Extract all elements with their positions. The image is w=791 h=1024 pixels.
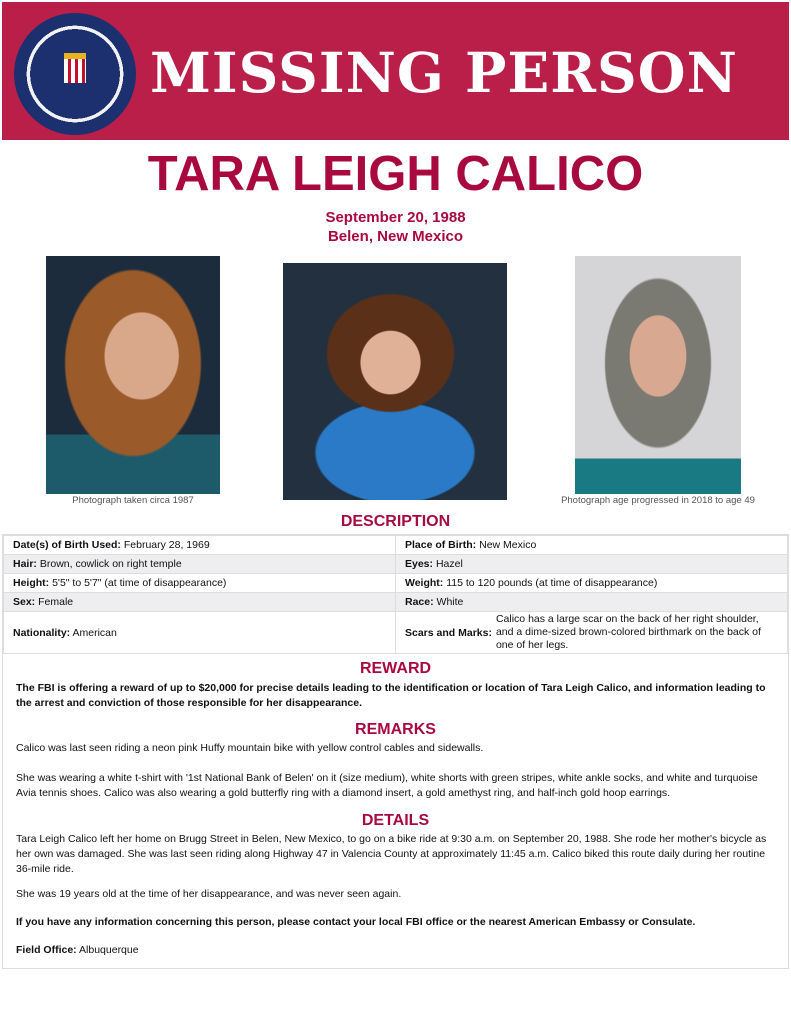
details-heading: DETAILS xyxy=(361,812,430,829)
photo-center xyxy=(283,263,507,500)
missing-location: Belen, New Mexico xyxy=(327,228,464,245)
missing-date: September 20, 1988 xyxy=(325,209,466,226)
photo-caption: Photograph age progressed in 2018 to age 49 xyxy=(561,495,755,506)
reward-heading: REWARD xyxy=(359,660,432,677)
person-name: TARA LEIGH CALICO xyxy=(147,147,644,201)
reward-text: The FBI is offering a reward of up to $20,000 for precise details leading to the identification or location of Tara Leigh Calico, and information leading to the arrest and conviction of those responsible for her disappearance. xyxy=(16,682,766,709)
remarks-text: She was wearing a white t-shirt with '1st National Bank of Belen' on it (size medium), white shorts with green stripes, white ankle socks, and white and turquoise Avia tennis shoes. Calico was also wearing a gold butterfly ring with a diamond insert, a gold amethyst ring, and half-inch gold hoop earrings. xyxy=(16,772,758,799)
fbi-seal-logo xyxy=(14,13,136,135)
description-heading: DESCRIPTION xyxy=(340,513,451,530)
description-table: Date(s) of Birth Used: February 28, 1969 Place of Birth: New Mexico Hair: Brown, cowlick on right temple Eyes: Hazel Height: 5'5" to 5'7" (at time of disappearance) Weight: 115 to 120 pounds (at time of disappearance) Sex: Female Race: White Nationality: American Scars and Marks: Calico has a large scar on the back of her right shoulder, and a dime-sized brown-colored birthmark on the back of one of her legs. xyxy=(3,535,788,654)
photo-age-progressed xyxy=(575,256,741,494)
remarks-heading: REMARKS xyxy=(355,721,436,738)
header-banner xyxy=(2,2,789,140)
photo-caption: Photograph taken circa 1987 xyxy=(72,495,194,506)
details-text: She was 19 years old at the time of her disappearance, and was never seen again. xyxy=(16,888,402,900)
contact-text: If you have any information concerning this person, please contact your local FBI office or the nearest American Embassy or Consulate. xyxy=(16,916,696,928)
remarks-text: Calico was last seen riding a neon pink Huffy mountain bike with yellow control cables and sidewalls. xyxy=(16,742,484,754)
photo-1987 xyxy=(46,256,220,494)
banner-title: MISSING PERSON xyxy=(150,40,738,105)
details-text: Tara Leigh Calico left her home on Brugg Street in Belen, New Mexico, to go on a bike ride at 9:30 a.m. on September 20, 1988. She rode her mother's bicycle as her own was damaged. She was last seen riding along Highway 47 in Valencia County at approximately 11:45 a.m. Calico biked this route daily during her routine 36-mile ride. xyxy=(16,833,767,875)
field-office: Field Office: Albuquerque xyxy=(16,944,139,956)
